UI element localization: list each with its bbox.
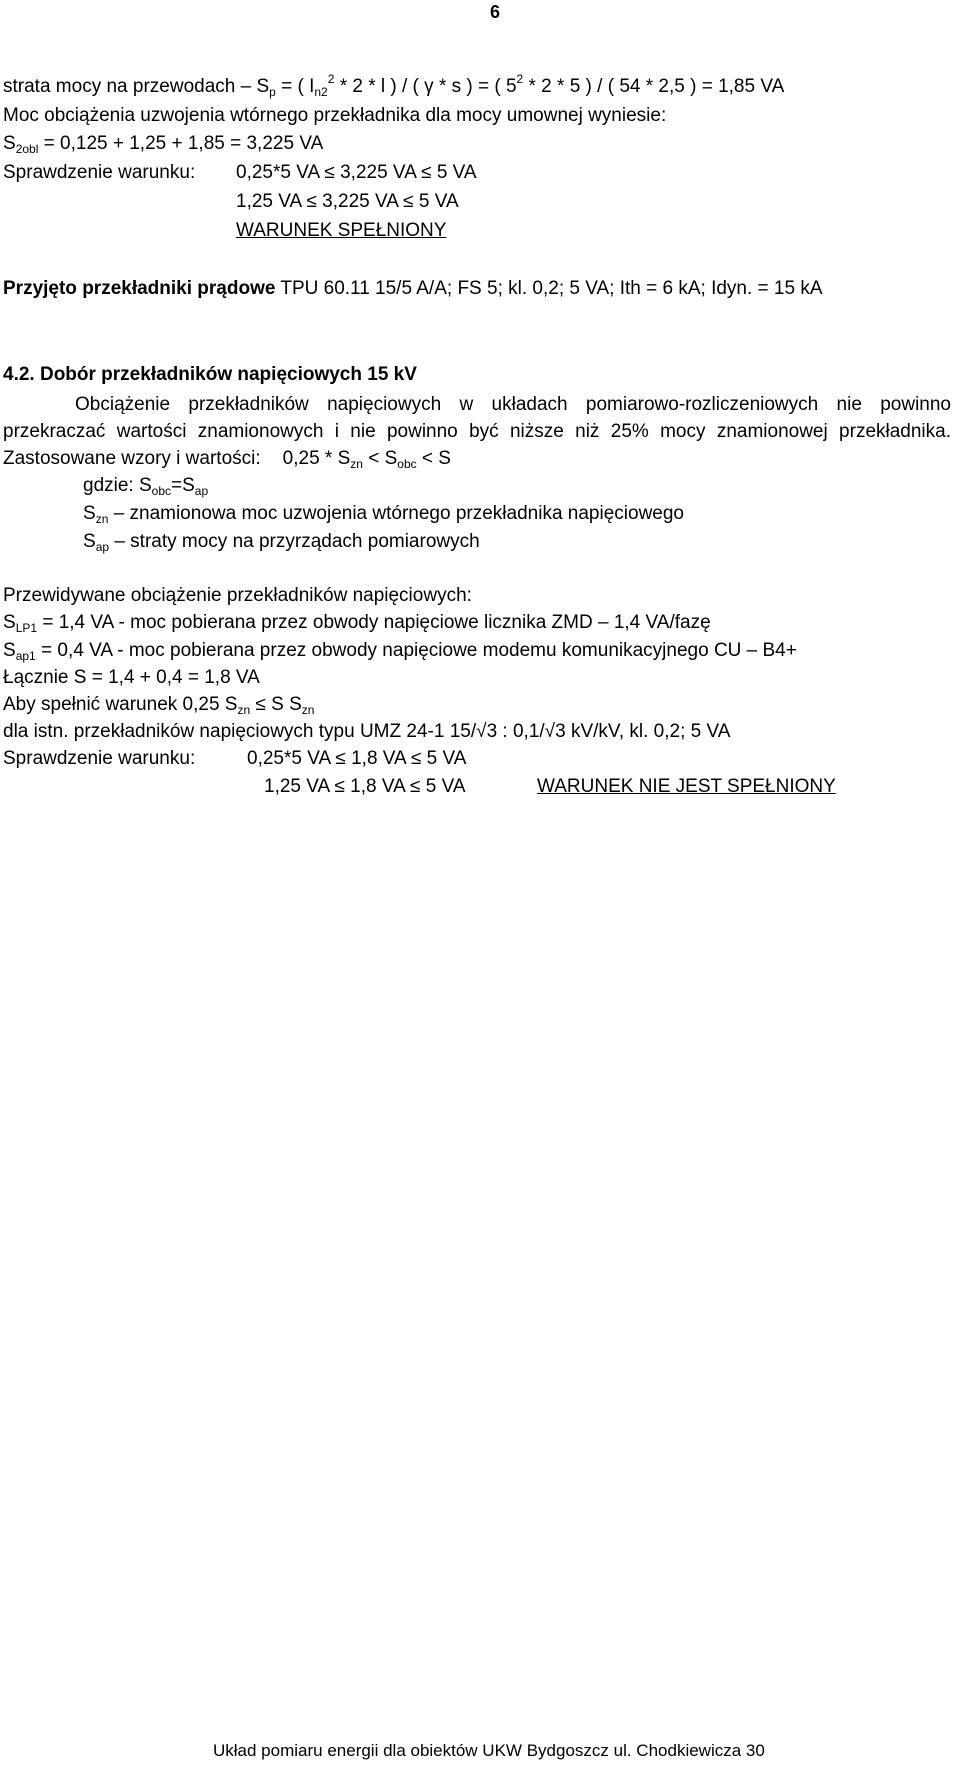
sprawdzenie-warunku-1: Sprawdzenie warunku: 0,25*5 VA ≤ 3,225 VA ≤ 5 VA <box>3 162 477 183</box>
sap-definition: $S_{ap}$ – straty mocy na przyrządach pomiarowych <box>83 531 480 554</box>
page-footer: Układ pomiaru energii dla obiektów UKW Bydgoszcz ul. Chodkiewicza 30 <box>213 1741 765 1760</box>
formula: $0,25 * S_{zn} < S_{obc} < S$ <box>282 448 451 471</box>
sprawdzenie-warunku-2: Sprawdzenie warunku: 0,25*5 VA ≤ 1,8 VA ≤ 5 VA <box>3 748 467 769</box>
condition-line-4: 1,25 VA ≤ 1,8 VA ≤ 5 VA <box>264 776 466 797</box>
intro-paragraph: Obciążenie przekładników napięciowych w układach pomiarowo-rozliczeniowych nie powinno przekraczać wartości znamionowych i nie powinno być niższe niż 25% mocy znamionowej przekładnika. Zastosowane wzory i wartości: $0,25 * S_{zn} < S_{obc} < S$ <box>3 394 951 471</box>
lacznie-line: Łącznie S = 1,4 + 0,4 = 1,8 VA <box>3 667 260 688</box>
dla-istn-line: dla istn. przekładników napięciowych typu UMZ 24-1 15/√3 : 0,1/√3 kV/kV, kl. 0,2; 5 VA <box>3 721 731 742</box>
warunek-spelniony: WARUNEK SPEŁNIONY <box>236 220 447 241</box>
przewidywane-line: Przewidywane obciążenie przekładników napięciowych: <box>3 585 472 606</box>
condition-line-2: 1,25 VA ≤ 3,225 VA ≤ 5 VA <box>236 191 459 212</box>
aby-line: Aby spełnić warunek 0,25 $S_{zn} \le S$ $S_{zn}$ <box>3 694 315 717</box>
strata-mocy-line: strata mocy na przewodach – $S_p$ = ( $I_{n2}^2 * 2$ * l ) / ( γ * s ) = ( $5^2 * 2 * 5$ ) / ( 54 * 2,5 ) = 1,85 VA <box>3 72 785 99</box>
szn-definition: $S_{zn}$ – znamionowa moc uzwojenia wtórnego przekładnika napięciowego <box>83 503 684 526</box>
warunek-nie-spelniony: WARUNEK NIE JEST SPEŁNIONY <box>537 776 836 797</box>
slp1-line: $S_{LP1} = 1,4$ VA - moc pobierana przez obwody napięciowe licznika ZMD – 1,4 VA/fazę <box>3 612 711 635</box>
s2obl-line: $S_{2obl} = 0,125 + 1,25 + 1,85 = 3,225$ VA <box>3 133 324 156</box>
gdzie-line: gdzie: $S_{obc}=S_{ap}$ <box>83 475 209 498</box>
page-number: 6 <box>490 2 501 22</box>
przyjeto-line: Przyjęto przekładniki prądowe TPU 60.11 15/5 A/A; FS 5; kl. 0,2; 5 VA; Ith = 6 kA; Idyn. = 15 kA <box>3 278 823 299</box>
moc-obciazenia-line: Moc obciążenia uzwojenia wtórnego przekładnika dla mocy umownej wyniesie: <box>3 105 667 126</box>
sap1-line: $S_{ap1} = 0,4$ VA - moc pobierana przez obwody napięciowe modemu komunikacyjnego CU – B4+ <box>3 640 797 663</box>
section-heading: 4.2. Dobór przekładników napięciowych 15 kV <box>3 364 417 385</box>
